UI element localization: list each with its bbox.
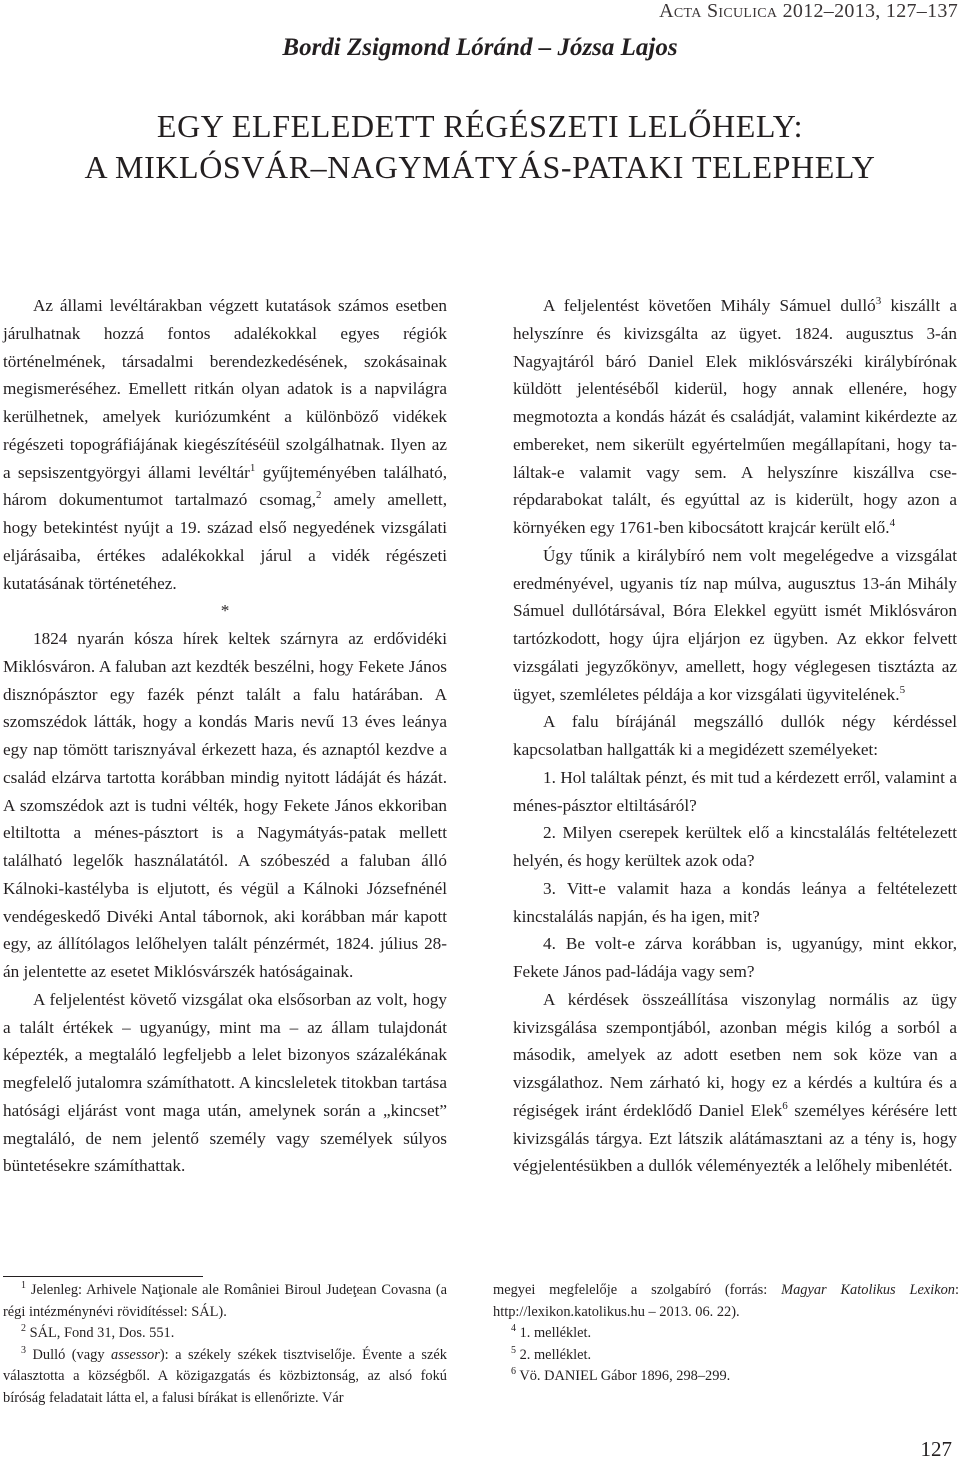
question-4: 4. Be volt-e zárva korábban is, ugyanúgy, mint ekkor, Fekete János pad-ládája vagy sem? [513, 934, 957, 981]
right-p2-text: Úgy tűnik a királybíró nem volt megelégedve a vizsgálat eredményével, ugyanis tíz nap múlva, augusztus 13-án Mihály Sámuel dullótársával, Bóra Elekkel együtt ismét Miklósváron tartózkodott, hogy újra eljárjon ez ügyben. Az ekkor felvett vizsgálati jegyzőkönyv, amellett, hogy véglegesen tisztázta az ügyet, szemléletes példája a kor vizsgálati ügyvitelének. [513, 545, 957, 704]
question-3: 3. Vitt-e valamit haza a kondás leánya a feltételezett kincstalálás napján, és ha igen, mit? [513, 878, 957, 926]
footnote-3-source-title: Magyar Katolikus Lexikon [781, 1282, 956, 1298]
question-2: 2. Milyen cserepek kerültek elő a kincstalálás feltételezett helyén, és hogy kerültek azok oda? [513, 823, 957, 870]
footnote-3-cont-b: : http://lexikon.katolikus.hu – 2013. 06. 22). [493, 1282, 960, 1320]
right-p1-text-b: kiszállt a helyszínre és kivizsgálta az ügyet. 1824. augusztus 3-án Nagyajtáról báró Daniel Elek miklósvárszéki királybírónak küldött jelentéséből kiderül, hogy annak ellenére, hogy megmotozta a kondás házát és családját, valamint kikérdezte az embereket, nem sikerült egyértelműen megállapítani, hogy találtak-e valamit vagy sem. A helyszínre kiszállva cserépdarabokat talált, és egyúttal az is kiderült, hogy azon a környéken egy 1761-ben kibocsátott krajcár került elő. [513, 296, 957, 537]
right-column [513, 292, 957, 1180]
footnote-1-number: 1 [21, 1280, 26, 1291]
article-title [0, 106, 960, 188]
right-paragraph-4 [513, 986, 957, 1180]
footnote-ref-3[interactable]: 3 [875, 295, 882, 307]
footnote-5-number: 5 [511, 1344, 516, 1356]
right-p1-text-a: A feljelentést követően Mihály Sámuel dulló [543, 296, 876, 315]
right-p4-text-a: A kérdések összeállítása viszonylag normális az ügy kivizsgálása szempontjából, azonban mégis kilóg a sorból a második, amelyek az adott esetben nem sok köze van a vizsgálathoz. Nem zárható ki, hogy ez a kérdés a kultúra és a régiségek iránt érdeklődő Daniel Elek [513, 989, 957, 1120]
left-p1-text-b: gyűjteményében található, három dokumentumot tartalmazó csomag, [3, 462, 447, 510]
footnote-1-text: Jelenleg: Arhivele Naţionale ale României Biroul Judeţean Covasna (a régi intézménynévi rövidítéssel: SÁL). [3, 1282, 447, 1320]
footnote-5-text: 2. melléklet. [516, 1346, 592, 1363]
section-separator: * [220, 601, 230, 621]
footnote-6 [493, 1366, 959, 1388]
footnote-4-number: 4 [511, 1323, 516, 1335]
footnotes-right [493, 1280, 959, 1388]
footnote-2-text: SÁL, Fond 31, Dos. 551. [26, 1325, 175, 1342]
footnotes-left [3, 1280, 447, 1410]
journal-header [659, 0, 958, 23]
page-number: 127 [920, 1437, 952, 1461]
footnote-ref-4[interactable]: 4 [889, 517, 896, 529]
left-p1-text-c: amely amellett, hogy betekintést nyújt a 19. század első negyedének vizsgálati eljárásaiba, értékes adalékokkal járul a vidék régészeti kutatásának történetéhez. [3, 490, 447, 593]
right-paragraph-1 [513, 292, 957, 542]
footnote-ref-2[interactable]: 2 [316, 489, 322, 502]
footnote-3-cont-a: megyei megfelelője a szolgabíró (forrás: [493, 1282, 782, 1298]
footnote-3-text-a: Dulló (vagy [26, 1346, 112, 1363]
footnote-1 [3, 1280, 447, 1323]
title-line-2: A MIKLÓSVÁR–NAGYMÁTYÁS-PATAKI TELEPHELY [84, 149, 876, 185]
left-paragraph-2: 1824 nyarán kósza hírek keltek szárnyra az erdővidéki Miklósváron. A faluban azt kezdték beszélni, hogy Fekete János disznópásztor egy fazék pénzt talált a falu határában. A szomszédok látták, hogy a kondás Maris nevű 13 éves leánya egy nap tömött tarisznyával érkezett haza, és aznaptól kezdve a család elzárva tartotta korábban mindig nyitott ládáját és házát. A szomszédok azt is tudni vélték, hogy Fekete János ekkoriban eltiltotta a ménes-pásztort is a Nagymátyás-patak mellett található legelők használatától. A szóbeszéd a faluban álló Kálnoki-kastélyba is eljutott, és végül a Kálnoki Józsefnénél vendégeskedő Divéki Antal tábornok, aki korábban már kapott egy, az állítólagos lelőhelyen talált pénzérmét, 1824. július 28-án jelentette az esetet Miklósvárszék hatóságainak. [3, 629, 447, 981]
footnote-ref-6[interactable]: 6 [782, 1099, 788, 1112]
journal-name: Acta Siculica [659, 0, 778, 22]
footnote-4 [493, 1323, 959, 1345]
left-paragraph-1 [3, 292, 447, 597]
footnote-2-number: 2 [21, 1323, 26, 1335]
footnote-ref-1[interactable]: 1 [249, 461, 256, 474]
left-column [3, 292, 447, 1180]
left-p1-text-a: Az állami levéltárakban végzett kutatások számos esetben járulhatnak hozzá fontos adalékokkal egyes régiók történelmének, társadalmi berendezkedésének, szokásainak megismeréséhez. Emellett ritkán olyan adatok is a napvilágra kerülhetnek, amelyek kuriózumként a különböző vidékek régészeti topográfiájának kiegészítéséül szolgálhatnak. Ilyen az a sepsiszentgyörgyi állami levéltár [3, 296, 447, 482]
footnote-5 [493, 1345, 959, 1367]
footnote-divider [3, 1276, 203, 1277]
right-paragraph-2 [513, 542, 957, 709]
footnote-3-number: 3 [21, 1344, 26, 1356]
right-p4-text-b: személyes kérésére lett kivizsgálás tárgya. Ezt látszik alátámasztani az a tény is, hogy végjelentésükben a dullók véleményezték a lelőhely mibenlétét. [513, 1100, 957, 1176]
right-paragraph-3: A falu bírájánál megszálló dullók négy kérdéssel kapcsolatban hallgatták ki a megidézett személyeket: [513, 712, 957, 759]
title-line-1: EGY ELFELEDETT RÉGÉSZETI LELŐHELY: [156, 108, 804, 144]
article-authors: Bordi Zsigmond Lóránd – Józsa Lajos [282, 34, 678, 61]
footnote-2 [3, 1323, 447, 1345]
journal-issue: 2012–2013, 127–137 [782, 0, 958, 22]
footnote-6-number: 6 [511, 1366, 516, 1378]
footnote-3-term: assessor [111, 1346, 160, 1363]
question-1: 1. Hol találtak pénzt, és mit tud a kérdezett erről, valamint a ménes-pásztor eltiltásáról? [513, 767, 957, 815]
footnote-ref-5[interactable]: 5 [899, 683, 906, 696]
footnote-3 [3, 1345, 447, 1410]
footnote-3-text-b: ): a székely székek tisztviselője. Évente a szék választotta a községből. A közigazgatás és közbiztonság, az alsó fokú bíróság feladatait látta el, a falusi bírákat is ellenőrizte. Vár [3, 1346, 447, 1406]
footnote-3-continued [493, 1280, 959, 1323]
footnote-6-text: Vö. DANIEL Gábor 1896, 298–299. [516, 1368, 731, 1385]
left-paragraph-3: A feljelentést követő vizsgálat oka elsősorban az volt, hogy a talált értékek – ugyanúgy, mint ma – az állam tulajdonát képezték, a megtaláló legfeljebb a lelet bizonyos százalékának megfelelő jutalomra számíthatott. A kincsleletek titokban tartása hatósági eljárást vont maga után, amelynek során a „kincset” megtaláló, de nem jelentő személy vagy személyek súlyos büntetésekre számíthattak. [3, 989, 447, 1176]
footnote-4-text: 1. melléklet. [516, 1325, 592, 1342]
